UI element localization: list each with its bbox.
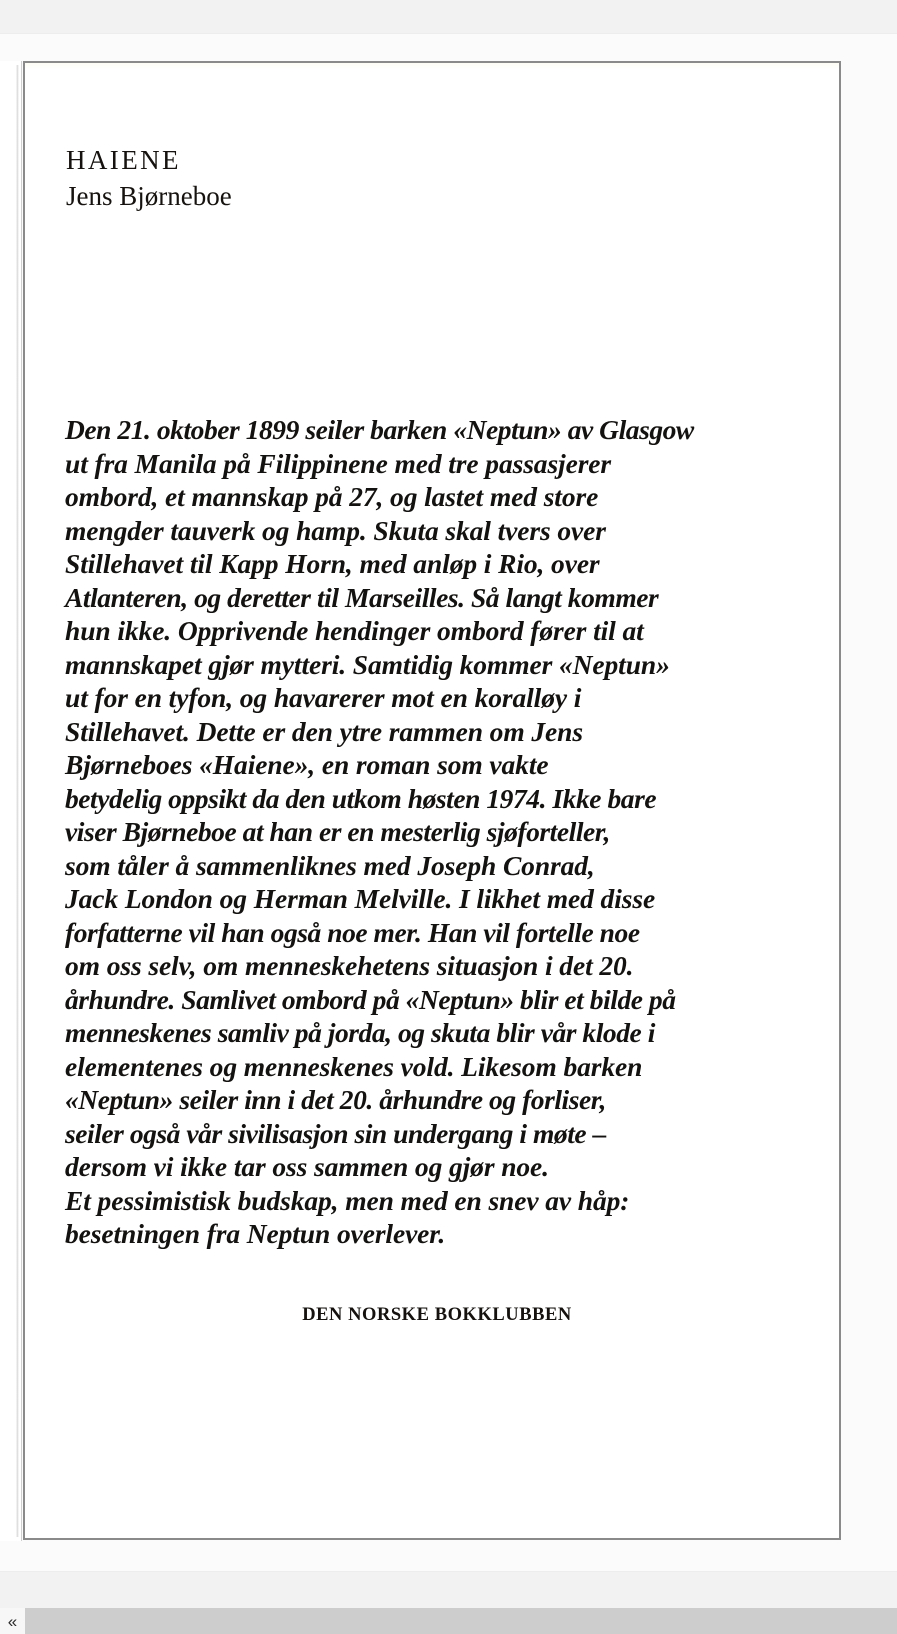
blurb-line: forfatterne vil han også noe mer. Han vil fortelle noe — [65, 916, 640, 948]
viewer-nav-bar[interactable] — [0, 1608, 897, 1634]
blurb-line: mengder tauverk og hamp. Skuta skal tvers over — [65, 514, 606, 546]
book-gutter-sliver — [0, 61, 22, 1541]
blurb-line: Bjørneboes «Haiene», en roman som vakte — [65, 749, 549, 780]
book-back-cover-page — [23, 61, 841, 1540]
publisher-name: DEN NORSKE BOKKLUBBEN — [302, 1305, 572, 1325]
top-chrome-bar — [0, 0, 897, 34]
title-block — [66, 145, 232, 214]
blurb-line: Den 21. oktober 1899 seiler barken «Neptun» av Glasgow — [65, 414, 694, 445]
bottom-chrome-bar — [0, 1571, 897, 1609]
blurb-line: hun ikke. Opprivende hendinger ombord fører til at — [65, 615, 644, 646]
blurb-line: Stillehavet. Dette er den ytre rammen om Jens — [65, 715, 583, 747]
blurb-line: ut fra Manila på Filippinene med tre passasjerer — [65, 447, 612, 479]
blurb-line: betydelig oppsikt da den utkom høsten 1974. Ikke bare — [65, 782, 657, 814]
book-title: HAIENE — [66, 145, 181, 175]
blurb-line: om oss selv, om menneskehetens situasjon i det 20. — [65, 950, 634, 981]
blurb-line: som tåler å sammenliknes med Joseph Conrad, — [65, 849, 595, 881]
blurb-line: ut for en tyfon, og havarerer mot en koralløy i — [65, 682, 582, 713]
blurb-line: Atlanteren, og deretter til Marseilles. Så langt kommer — [65, 581, 659, 613]
blurb-line: menneskenes samliv på jorda, og skuta blir vår klode i — [65, 1017, 655, 1048]
book-scan-stage[interactable] — [0, 61, 897, 1541]
blurb-line: Stillehavet til Kapp Horn, med anløp i Rio, over — [65, 548, 600, 579]
blurb-line: seiler også vår sivilisasjon sin undergang i møte – — [65, 1117, 606, 1149]
blurb-line: mannskapet gjør mytteri. Samtidig kommer «Neptun» — [65, 648, 670, 680]
blurb-line: Et pessimistisk budskap, men med en snev av håp: — [65, 1184, 630, 1216]
top-page-gap — [0, 34, 897, 61]
blurb-line: «Neptun» seiler inn i det 20. århundre og forliser, — [65, 1084, 606, 1115]
book-gutter-shadow — [16, 65, 19, 1537]
blurb-line: dersom vi ikke tar oss sammen og gjør noe. — [65, 1151, 549, 1182]
book-author: Jens Bjørneboe — [66, 180, 232, 211]
book-blurb — [65, 413, 755, 1251]
blurb-line: elementenes og menneskenes vold. Likesom barken — [65, 1050, 643, 1082]
blurb-line: besetningen fra Neptun overlever. — [65, 1218, 446, 1249]
back-chevron-icon[interactable]: « — [0, 1608, 25, 1634]
bottom-page-gap — [0, 1541, 897, 1571]
page-content — [25, 63, 839, 1538]
blurb-line: Jack London og Herman Melville. I likhet med disse — [65, 883, 656, 914]
blurb-line: ombord, et mannskap på 27, og lastet med store — [65, 481, 599, 512]
blurb-line: århundre. Samlivet ombord på «Neptun» blir et bilde på — [65, 983, 676, 1015]
blurb-line: viser Bjørneboe at han er en mesterlig sjøforteller, — [65, 816, 610, 847]
